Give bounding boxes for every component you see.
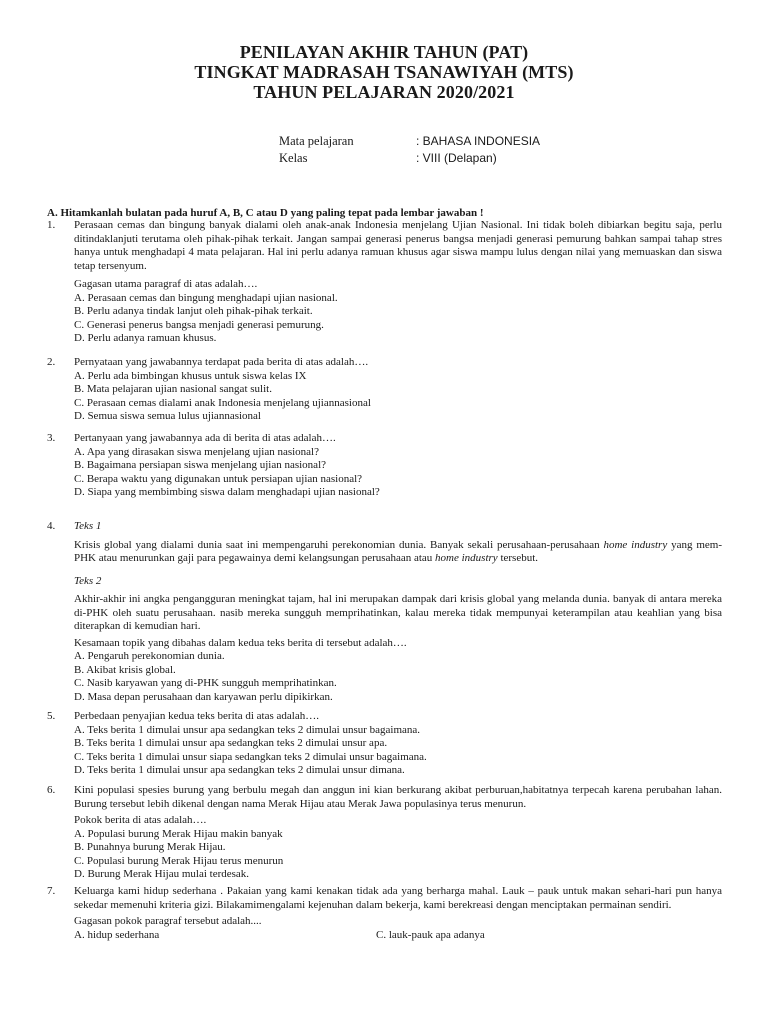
question-number: 2.: [47, 356, 56, 368]
section-instruction: A. Hitamkanlah bulatan pada huruf A, B, C atau D yang paling tepat pada lembar jawaban !: [47, 207, 484, 219]
option-d: D. Semua siswa semua lulus ujiannasional: [74, 410, 261, 422]
option-c: C. Populasi burung Merak Hijau terus menurun: [74, 854, 284, 867]
question-number: 6.: [47, 784, 56, 796]
question-passage: Keluarga kami hidup sederhana . Pakaian yang kami kenakan tidak ada yang berharga mahal. Lauk – pauk untuk makan sehari-hari pun hanya sekedar memenuhi kriteria gizi. Bilakamimengalami kejenuhan dalam bekerja, kami berekreasi dengan menciptakan permainan sendiri.: [74, 885, 722, 911]
header-level: TINGKAT MADRASAH TSANAWIYAH (MTS): [194, 62, 574, 82]
teks-2-passage: Akhir-akhir ini angka pengangguran meningkat tajam, hal ini merupakan dampak dari krisis global yang melanda dunia. banyak di antara mereka di-PHK oleh suatu perusahaan. nasib mereka sungguh memprihatinkan, kalau mereka tidak mempunyai keterampilan atau keahlian yang bisa diterapkan di kemudian hari.: [74, 593, 722, 632]
question-prompt: Perbedaan penyajian kedua teks berita di atas adalah….: [74, 710, 319, 722]
option-c: C. Nasib karyawan yang di-PHK sungguh memprihatinkan.: [74, 677, 337, 689]
option-c: C. lauk-pauk apa adanya: [376, 928, 485, 941]
subject-label: Mata pelajaran: [279, 134, 354, 148]
question-number: 5.: [47, 710, 56, 722]
question-number: 1.: [47, 219, 56, 231]
question-prompt: Pernyataan yang jawabannya terdapat pada berita di atas adalah….: [74, 356, 369, 368]
option-a: A. Perasaan cemas dan bingung menghadapi ujian nasional.: [74, 291, 338, 304]
class-value: : VIII (Delapan): [416, 151, 497, 165]
question-prompt: Pokok berita di atas adalah….: [74, 814, 207, 826]
subject-row: [279, 133, 540, 150]
teks-1-term: home industry: [603, 538, 668, 551]
question-prompt: Kesamaan topik yang dibahas dalam kedua teks berita di tersebut adalah….: [74, 636, 407, 649]
question-number: 7.: [47, 885, 56, 897]
option-b: B. Mata pelajaran ujian nasional sangat sulit.: [74, 383, 272, 395]
class-label: Kelas: [279, 151, 308, 165]
option-d: D. Siapa yang membimbing siswa dalam menghadapi ujian nasional?: [74, 486, 380, 498]
option-b: B. Punahnya burung Merak Hijau.: [74, 841, 226, 853]
question-prompt: Gagasan utama paragraf di atas adalah….: [74, 278, 258, 290]
option-b: B. Bagaimana persiapan siswa menjelang ujian nasional?: [74, 459, 327, 471]
teks-1-passage: [74, 539, 722, 566]
teks-1-text: Krisis global yang dialami dunia saat ini mempengaruhi perekonomian dunia. Banyak sekali perusahaan-perusahaan: [74, 538, 604, 551]
option-a: A. Apa yang dirasakan siswa menjelang ujian nasional?: [74, 445, 319, 458]
options-row: [74, 929, 722, 943]
option-b: B. Teks berita 1 dimulai unsur apa sedangkan teks 2 dimulai unsur apa.: [74, 737, 388, 749]
option-d: D. Perlu adanya ramuan khusus.: [74, 332, 217, 344]
option-c: C. Berapa waktu yang digunakan untuk persiapan ujian nasional?: [74, 472, 363, 485]
option-a: A. Pengaruh perekonomian dunia.: [74, 650, 225, 662]
option-a: A. hidup sederhana: [74, 928, 160, 941]
question-number: 3.: [47, 432, 56, 444]
option-b: B. Perlu adanya tindak lanjut oleh pihak-pihak terkait.: [74, 305, 313, 317]
question-number: 4.: [47, 520, 56, 532]
header-year: TAHUN PELAJARAN 2020/2021: [253, 82, 515, 102]
teks-1-title: Teks 1: [74, 520, 102, 532]
subject-value: : BAHASA INDONESIA: [416, 134, 541, 148]
question-prompt: Pertanyaan yang jawabannya ada di berita di atas adalah….: [74, 432, 336, 444]
option-b: B. Akibat krisis global.: [74, 663, 176, 676]
question-passage: Perasaan cemas dan bingung banyak dialami oleh anak-anak Indonesia menjelang Ujian Nasional. Ini tidak boleh dibiarkan begitu saja, perlu ditindaklanjuti terutama oleh pihak-pihak terkait. Jangan sampai generasi penerus bangsa menjadi generasi pemurung bahkan sampai tahap stres hanya untuk menghadapi 4 mata pelajaran. Hal ini perlu adanya ramuan khusus agar siswa mampu lulus dengan nilai yang memuaskan dan siswa tetap tersenyum.: [74, 219, 722, 272]
question-prompt: Gagasan pokok paragraf tersebut adalah....: [74, 915, 262, 927]
exam-header: [0, 42, 768, 102]
teks-2-title: Teks 2: [74, 574, 102, 587]
option-c: C. Teks berita 1 dimulai unsur siapa sedangkan teks 2 dimulai unsur bagaimana.: [74, 750, 427, 763]
question-passage: Kini populasi spesies burung yang berbulu megah dan anggun ini kian berkurang akibat perburuan,habitatnya terpecah karena perubahan lahan. Burung tersebut lebih dikenal dengan nama Merak Hijau atau Merak Jawa populasinya terus menurun.: [74, 784, 722, 810]
option-d: D. Burung Merak Hijau mulai terdesak.: [74, 868, 250, 880]
option-a: A. Populasi burung Merak Hijau makin banyak: [74, 827, 283, 840]
teks-1-term: home industry: [435, 552, 498, 564]
option-a: A. Teks berita 1 dimulai unsur apa sedangkan teks 2 dimulai unsur bagaimana.: [74, 723, 421, 736]
header-title: PENILAYAN AKHIR TAHUN (PAT): [239, 42, 529, 62]
option-c: C. Perasaan cemas dialami anak Indonesia menjelang ujiannasional: [74, 396, 371, 409]
teks-1-text: yang mem-PHK atau menurunkan gaji para pegawainya demi kelangsungan perusahaan atau: [74, 538, 722, 564]
option-a: A. Perlu ada bimbingan khusus untuk siswa kelas IX: [74, 369, 307, 382]
teks-1-text: tersebut.: [497, 552, 539, 564]
exam-meta: [279, 133, 540, 167]
option-d: D. Masa depan perusahaan dan karyawan perlu dipikirkan.: [74, 690, 333, 703]
class-row: [279, 150, 540, 167]
option-c: C. Generasi penerus bangsa menjadi generasi pemurung.: [74, 318, 324, 331]
option-d: D. Teks berita 1 dimulai unsur apa sedangkan teks 2 dimulai unsur dimana.: [74, 764, 405, 776]
